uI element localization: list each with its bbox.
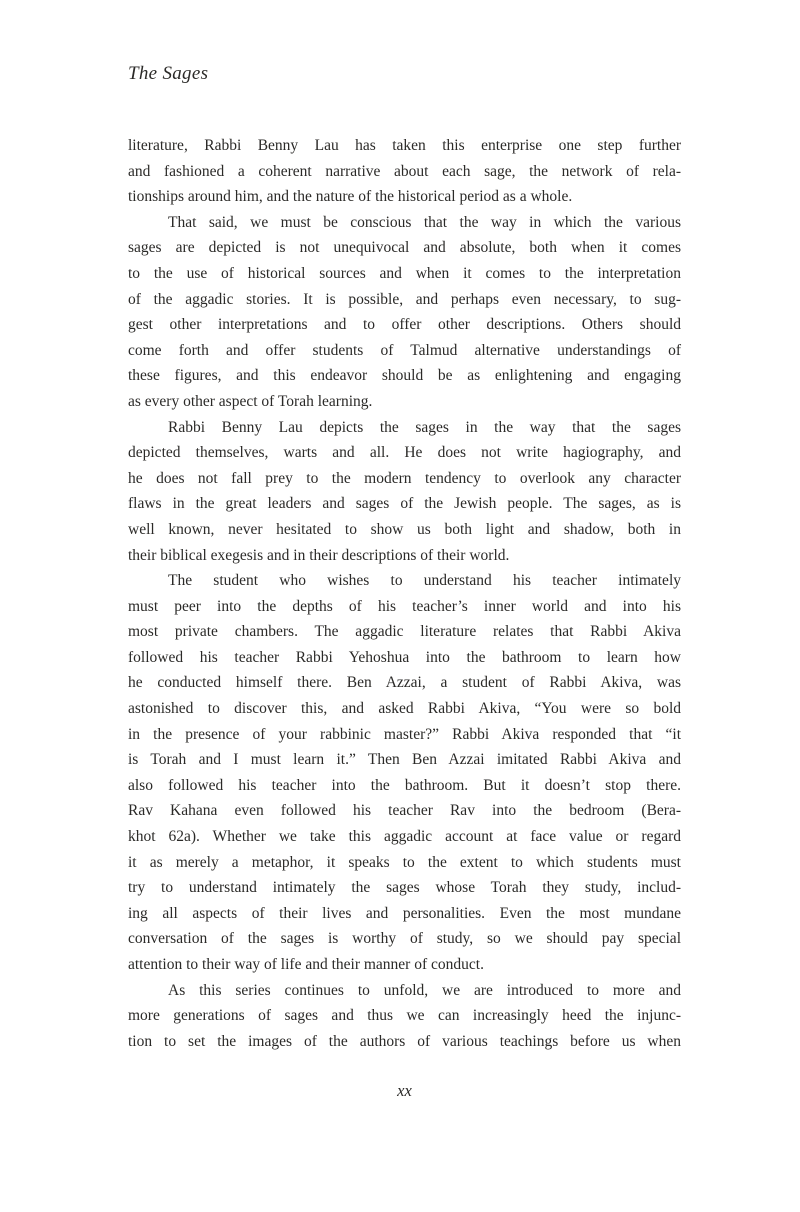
- text-line: conversation of the sages is worthy of study, so we should pay special: [128, 930, 681, 948]
- text-line: well known, never hesitated to show us both light and shadow, both in: [128, 520, 681, 538]
- text-line: in the presence of your rabbinic master?” Rabbi Akiva responded that “it: [128, 725, 681, 743]
- text-line: come forth and offer students of Talmud alternative understandings of: [128, 341, 681, 359]
- text-line: these figures, and this endeavor should be as enlightening and engaging: [128, 367, 681, 385]
- text-line: to the use of historical sources and when it comes to the interpretation: [128, 264, 681, 282]
- paragraph: [128, 415, 681, 569]
- text-line: That said, we must be conscious that the way in which the various: [168, 213, 681, 231]
- paragraph: [128, 133, 681, 210]
- text-line: and fashioned a coherent narrative about each sage, the network of rela-: [128, 162, 681, 180]
- paragraph: [128, 568, 681, 978]
- text-line: flaws in the great leaders and sages of the Jewish people. The sages, as is: [128, 495, 681, 513]
- text-line: also followed his teacher into the bathroom. But it doesn’t stop there.: [128, 776, 681, 794]
- text-line: must peer into the depths of his teacher’s inner world and into his: [128, 597, 681, 615]
- text-line: their biblical exegesis and in their descriptions of their world.: [128, 546, 510, 564]
- text-line: The student who wishes to understand his teacher intimately: [168, 572, 681, 590]
- text-line: As this series continues to unfold, we are introduced to more and: [168, 981, 681, 999]
- text-line: try to understand intimately the sages whose Torah they study, includ-: [128, 879, 681, 897]
- text-line: more generations of sages and thus we can increasingly heed the injunc-: [128, 1007, 681, 1025]
- text-line: tionships around him, and the nature of the historical period as a whole.: [128, 188, 573, 206]
- page-number: xx: [397, 1081, 412, 1100]
- text-line: followed his teacher Rabbi Yehoshua into the bathroom to learn how: [128, 648, 681, 666]
- text-line: is Torah and I must learn it.” Then Ben Azzai imitated Rabbi Akiva and: [128, 751, 681, 769]
- text-line: khot 62a). Whether we take this aggadic account at face value or regard: [128, 828, 681, 846]
- text-line: depicted themselves, warts and all. He does not write hagiography, and: [128, 444, 681, 462]
- text-line: tion to set the images of the authors of various teachings before us when: [128, 1032, 681, 1050]
- text-line: as every other aspect of Torah learning.: [128, 392, 373, 410]
- text-line: most private chambers. The aggadic literature relates that Rabbi Akiva: [128, 623, 681, 641]
- running-head: The Sages: [128, 63, 209, 84]
- text-line: astonished to discover this, and asked Rabbi Akiva, “You were so bold: [128, 700, 681, 718]
- text-line: sages are depicted is not unequivocal and absolute, both when it comes: [128, 239, 681, 257]
- text-line: it as merely a metaphor, it speaks to the extent to which students must: [128, 853, 681, 871]
- text-line: he conducted himself there. Ben Azzai, a student of Rabbi Akiva, was: [128, 674, 681, 692]
- text-line: gest other interpretations and to offer other descriptions. Others should: [128, 316, 681, 334]
- text-line: ing all aspects of their lives and personalities. Even the most mundane: [128, 904, 681, 922]
- paragraph: [128, 978, 681, 1055]
- text-line: Rav Kahana even followed his teacher Rav into the bedroom (Bera-: [128, 802, 681, 820]
- text-line: literature, Rabbi Benny Lau has taken this enterprise one step further: [128, 137, 681, 154]
- text-line: he does not fall prey to the modern tendency to overlook any character: [128, 469, 681, 487]
- body-text: [128, 133, 681, 1054]
- paragraph: [128, 210, 681, 415]
- text-line: of the aggadic stories. It is possible, and perhaps even necessary, to sug-: [128, 290, 681, 308]
- text-line: attention to their way of life and their manner of conduct.: [128, 956, 484, 973]
- text-line: Rabbi Benny Lau depicts the sages in the way that the sages: [168, 418, 681, 436]
